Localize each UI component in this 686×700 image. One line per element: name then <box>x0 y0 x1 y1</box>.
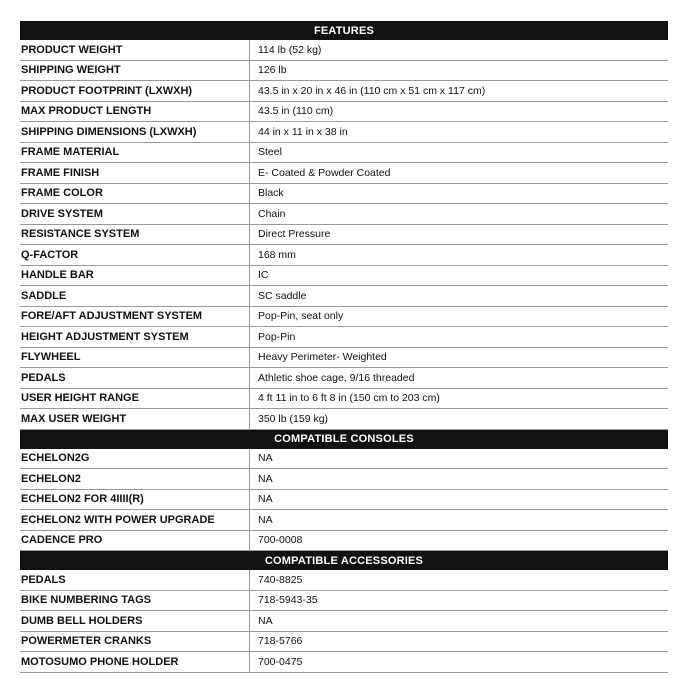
spec-row <box>20 224 668 245</box>
spec-row <box>20 163 668 184</box>
section-title: FEATURES <box>20 21 668 40</box>
spec-row <box>20 409 668 430</box>
spec-table-body <box>20 21 668 672</box>
spec-label: CADENCE PRO <box>20 530 250 551</box>
spec-label: USER HEIGHT RANGE <box>20 388 250 409</box>
spec-value: 740-8825 <box>250 570 669 590</box>
spec-value: NA <box>250 469 669 490</box>
section-title: COMPATIBLE ACCESSORIES <box>20 551 668 571</box>
spec-row <box>20 590 668 611</box>
spec-label: DUMB BELL HOLDERS <box>20 611 250 632</box>
spec-value: 718-5766 <box>250 631 669 652</box>
spec-label: PRODUCT WEIGHT <box>20 40 250 60</box>
spec-label: FRAME FINISH <box>20 163 250 184</box>
spec-row <box>20 388 668 409</box>
spec-value: E- Coated & Powder Coated <box>250 163 669 184</box>
spec-value: NA <box>250 489 669 510</box>
spec-value: Black <box>250 183 669 204</box>
spec-row <box>20 570 668 590</box>
spec-row <box>20 204 668 225</box>
spec-row <box>20 286 668 307</box>
spec-row <box>20 631 668 652</box>
spec-row <box>20 489 668 510</box>
spec-label: SHIPPING DIMENSIONS (LXWXH) <box>20 122 250 143</box>
spec-value: Pop-Pin <box>250 327 669 348</box>
spec-label: FLYWHEEL <box>20 347 250 368</box>
spec-value: 126 lb <box>250 60 669 81</box>
spec-row <box>20 347 668 368</box>
spec-label: RESISTANCE SYSTEM <box>20 224 250 245</box>
spec-value: Heavy Perimeter- Weighted <box>250 347 669 368</box>
spec-label: HEIGHT ADJUSTMENT SYSTEM <box>20 327 250 348</box>
spec-label: DRIVE SYSTEM <box>20 204 250 225</box>
section-title: COMPATIBLE CONSOLES <box>20 429 668 449</box>
spec-label: PRODUCT FOOTPRINT (LXWXH) <box>20 81 250 102</box>
spec-row <box>20 449 668 469</box>
spec-label: PEDALS <box>20 368 250 389</box>
spec-row <box>20 81 668 102</box>
spec-value: 350 lb (159 kg) <box>250 409 669 430</box>
spec-row <box>20 101 668 122</box>
spec-value: Direct Pressure <box>250 224 669 245</box>
spec-value: 43.5 in (110 cm) <box>250 101 669 122</box>
spec-label: ECHELON2 WITH POWER UPGRADE <box>20 510 250 531</box>
spec-value: 700-0008 <box>250 530 669 551</box>
spec-value: NA <box>250 510 669 531</box>
spec-row <box>20 40 668 60</box>
section-header <box>20 551 668 571</box>
spec-label: FRAME MATERIAL <box>20 142 250 163</box>
spec-value: IC <box>250 265 669 286</box>
spec-row <box>20 510 668 531</box>
section-header <box>20 21 668 40</box>
spec-value: 44 in x 11 in x 38 in <box>250 122 669 143</box>
spec-value: Athletic shoe cage, 9/16 threaded <box>250 368 669 389</box>
spec-row <box>20 60 668 81</box>
spec-table <box>20 21 668 673</box>
spec-row <box>20 245 668 266</box>
spec-label: FRAME COLOR <box>20 183 250 204</box>
spec-row <box>20 142 668 163</box>
spec-value: 114 lb (52 kg) <box>250 40 669 60</box>
spec-value: 700-0475 <box>250 652 669 673</box>
spec-label: MOTOSUMO PHONE HOLDER <box>20 652 250 673</box>
spec-label: ECHELON2 FOR 4IIII(R) <box>20 489 250 510</box>
spec-value: Steel <box>250 142 669 163</box>
spec-value: 4 ft 11 in to 6 ft 8 in (150 cm to 203 cm) <box>250 388 669 409</box>
spec-value: 168 mm <box>250 245 669 266</box>
spec-value: SC saddle <box>250 286 669 307</box>
spec-label: MAX PRODUCT LENGTH <box>20 101 250 122</box>
spec-row <box>20 469 668 490</box>
spec-row <box>20 652 668 673</box>
spec-label: POWERMETER CRANKS <box>20 631 250 652</box>
spec-row <box>20 183 668 204</box>
spec-row <box>20 306 668 327</box>
spec-label: SADDLE <box>20 286 250 307</box>
spec-label: Q-FACTOR <box>20 245 250 266</box>
spec-row <box>20 611 668 632</box>
spec-row <box>20 530 668 551</box>
spec-value: NA <box>250 611 669 632</box>
spec-value: Pop-Pin, seat only <box>250 306 669 327</box>
spec-label: ECHELON2 <box>20 469 250 490</box>
spec-label: PEDALS <box>20 570 250 590</box>
section-header <box>20 429 668 449</box>
spec-value: Chain <box>250 204 669 225</box>
spec-label: HANDLE BAR <box>20 265 250 286</box>
spec-label: ECHELON2G <box>20 449 250 469</box>
spec-row <box>20 122 668 143</box>
spec-label: MAX USER WEIGHT <box>20 409 250 430</box>
spec-value: 43.5 in x 20 in x 46 in (110 cm x 51 cm x 117 cm) <box>250 81 669 102</box>
spec-label: FORE/AFT ADJUSTMENT SYSTEM <box>20 306 250 327</box>
spec-label: BIKE NUMBERING TAGS <box>20 590 250 611</box>
spec-row <box>20 368 668 389</box>
spec-row <box>20 327 668 348</box>
spec-value: 718-5943-35 <box>250 590 669 611</box>
spec-value: NA <box>250 449 669 469</box>
spec-label: SHIPPING WEIGHT <box>20 60 250 81</box>
spec-row <box>20 265 668 286</box>
